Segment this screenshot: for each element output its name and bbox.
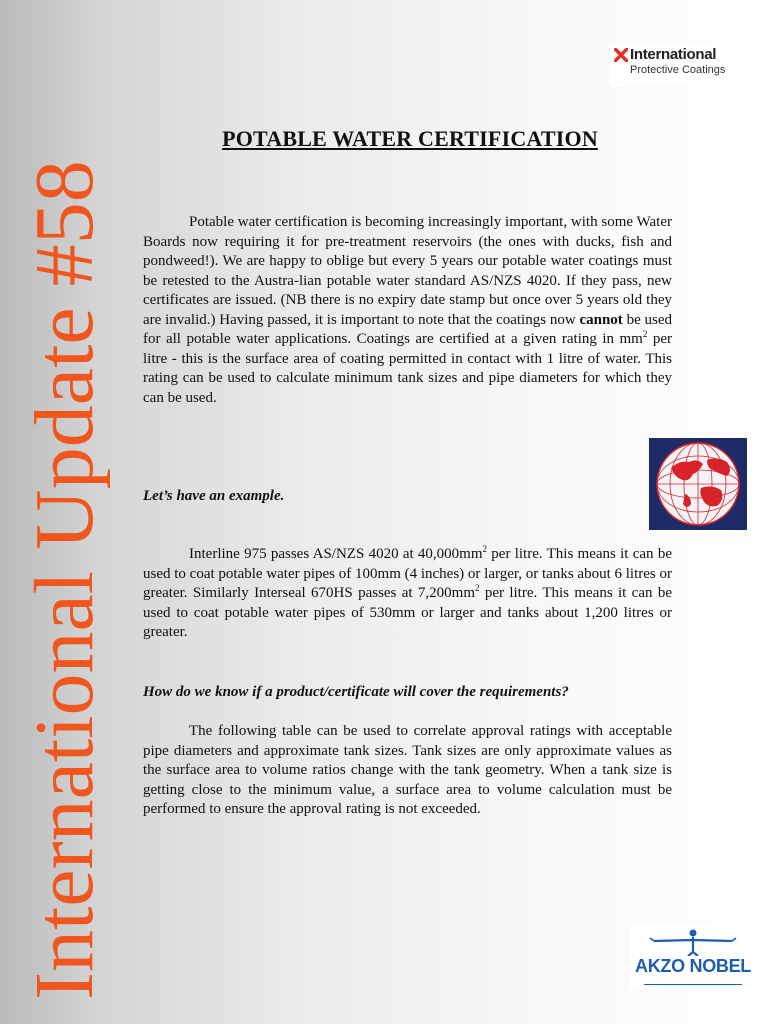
example-text-2: per litre. This means it can be used to coat potable water pipes of 100mm (4 inches) or larger, or tanks about 6 litres or greater. Similarly Interseal 670HS passes at 7,200mm: [143, 546, 672, 601]
logo-brand: International: [630, 46, 717, 63]
intro-text-2: be used for all potable water applications. Coatings are certified at a given rating in mm: [143, 311, 672, 347]
akzo-figure-icon: [648, 928, 738, 956]
requirements-heading: How do we know if a product/certificate will cover the requirements?: [143, 684, 569, 700]
vertical-issue-title: International Update #58: [18, 160, 111, 1000]
table-intro-text: The following table can be used to correlate approval ratings with acceptable pipe diameters and approximate tank sizes. Tank sizes are only approximate values as the surface area to volume ratios change with the tank geometry. When a tank size is getting close to the minimum value, a surface area to volume calculation must be performed to ensure the approval rating is not exceeded.: [143, 723, 672, 817]
intro-paragraph: [143, 213, 672, 408]
akzo-nobel-logo: [630, 924, 756, 990]
intro-text-3: per litre - this is the surface area of coating permitted in contact with 1 litre of water. This rating can be used to calculate minimum tank sizes and pipe diameters for which they can be used.: [143, 331, 672, 406]
example-heading: Let’s have an example.: [143, 488, 285, 504]
akzo-wordmark: AKZO NOBEL: [635, 956, 751, 976]
intro-superscript: 2: [642, 329, 648, 339]
table-intro-paragraph: [143, 722, 672, 820]
example-text-1: Interline 975 passes AS/NZS 4020 at 40,000mm: [189, 546, 483, 562]
intro-emphasis: cannot: [579, 311, 623, 328]
x-logo-icon: [614, 48, 628, 62]
logo-rule: [644, 984, 742, 985]
page-title: POTABLE WATER CERTIFICATION: [222, 126, 598, 151]
logo-subtitle: Protective Coatings: [630, 64, 726, 76]
example-superscript-1: 2: [482, 544, 488, 554]
intro-text-1: Potable water certification is becoming increasingly important, with some Water Boards now requiring it for pre-treatment reservoirs (the ones with ducks, fish and pondweed!). We are happy to oblige but every 5 years our potable water coatings must be retested to the Austra-lian potable water standard AS/NZS 4020. If they pass, new certificates are issued. (NB there is no expiry date stamp but once over 5 years old they are invalid.) Having passed, it is important to note that the coatings now: [143, 214, 672, 328]
example-text-3: per litre. This means it can be used to coat potable water pipes of 530mm or larger and tanks about 1,200 litres or greater.: [143, 585, 672, 640]
example-paragraph: [143, 545, 672, 643]
international-logo: [610, 44, 740, 86]
globe-icon: [649, 438, 747, 530]
globe-image: [649, 438, 747, 530]
example-superscript-2: 2: [475, 583, 480, 593]
